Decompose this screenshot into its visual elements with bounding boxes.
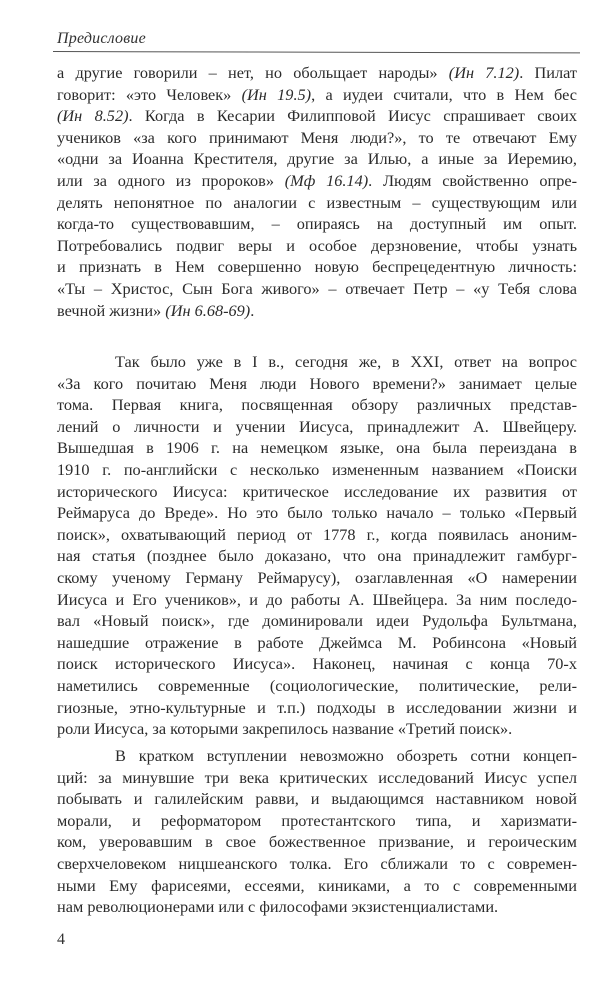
text-segment: нам революционерами или с философами экзистенциалистами. [57, 897, 499, 917]
text-line [57, 235, 577, 257]
text-segment: гиозные, этно-культурные и т.п.) подходы в исследовании жизни и [57, 697, 577, 717]
text-segment: когда-то существовавшим, – опираясь на доступный им опыт. [57, 214, 577, 234]
text-segment: «За кого почитаю Меня люди Нового времени?» занимает целые [57, 373, 577, 393]
text-line [57, 745, 577, 767]
text-segment: делять непонятное по аналогии с известным – существующим или [57, 192, 577, 212]
text-line [57, 105, 577, 127]
text-line [57, 459, 577, 481]
text-line [57, 62, 577, 84]
text-line [57, 589, 577, 611]
text-segment: «Ты – Христос, Сын Бога живого» – отвечает Петр – «у Тебя слова [57, 278, 577, 298]
text-line [57, 170, 577, 192]
text-segment: «одни за Иоанна Крестителя, другие за Илью, а иные за Иеремию, [57, 149, 577, 169]
text-segment: лений о личности и учении Иисуса, принадлежит А. Швейцеру. [57, 416, 577, 436]
paragraph-2 [57, 351, 577, 740]
text-segment: говорит: «это Человек» [57, 84, 242, 104]
text-segment: а другие говорили – нет, но обольщает народы» [57, 63, 449, 82]
text-line [57, 502, 577, 524]
text-segment: морали, и реформатором протестантского типа, и харизмати- [57, 810, 577, 830]
text-segment: побывать и галилейским равви, и выдающимся наставником новой [57, 789, 577, 809]
text-segment: роли Иисуса, за которыми закрепилось название «Третий поиск». [57, 719, 513, 739]
text-line [57, 875, 577, 897]
scripture-citation: (Мф 16.14) [284, 170, 369, 190]
text-line [57, 481, 577, 503]
text-line [57, 810, 577, 832]
text-line [57, 718, 577, 740]
text-line [57, 416, 577, 438]
text-line [57, 545, 577, 567]
text-segment: Реймаруса до Вреде». Но это было только начало – только «Первый [57, 503, 577, 523]
text-line [57, 213, 577, 235]
text-line [57, 567, 577, 589]
paragraph-1 [57, 62, 577, 321]
text-segment: учеников «за кого принимают Меня люди?», то те отвечают Ему [57, 127, 577, 147]
text-line [57, 697, 577, 719]
text-segment: сверхчеловеком ницшеанского толка. Его сближали то с современ- [57, 853, 577, 873]
text-segment: вал «Новый поиск», где доминировали идеи Рудольфа Бультмана, [57, 611, 577, 631]
text-line [57, 84, 577, 106]
text-segment: скому ученому Герману Реймарусу), озаглавленная «О намерении [57, 567, 577, 587]
text-line [57, 610, 577, 632]
scripture-citation: (Ин 6.68-69) [165, 300, 251, 320]
text-segment: Потребовались подвиг веры и особое дерзновение, чтобы узнать [57, 235, 577, 255]
text-segment: , а иудеи считали, что в Нем бес [311, 84, 577, 104]
text-line [57, 853, 577, 875]
text-line [57, 127, 577, 149]
paragraph-3 [57, 745, 577, 918]
text-segment: . Людям свойственно опре- [368, 170, 577, 190]
text-line [57, 300, 577, 322]
text-segment: поиск исторического Иисуса». Наконец, начиная с конца 70-х [57, 654, 577, 674]
text-segment: вечной жизни» [57, 300, 166, 320]
scripture-citation: (Ин 19.5) [241, 84, 312, 104]
text-segment: ная статья (позднее было доказано, что она принадлежит гамбург- [57, 546, 577, 566]
text-segment: поиск», охватывающий период от 1778 г., когда появилась аноним- [57, 524, 577, 544]
text-segment: наметились современные (социологические, политические, рели- [57, 675, 577, 695]
text-segment: . [250, 300, 255, 320]
text-segment: . Когда в Кесарии Филипповой Иисус спрашивает своих [128, 106, 577, 126]
text-segment: Так было уже в I в., сегодня же, в XXI, ответ на вопрос [115, 352, 577, 371]
text-segment: Вышедшая в 1906 г. на немецком языке, она была переиздана в [57, 438, 577, 458]
text-line [57, 653, 577, 675]
text-segment: . Пилат [519, 63, 578, 82]
text-segment: Иисуса и Его учеников», и до работы А. Швейцера. За ним последо- [57, 589, 577, 609]
text-line [57, 524, 577, 546]
scripture-citation: (Ин 7.12) [448, 63, 520, 82]
text-segment: В кратком вступлении невозможно обозреть сотни концеп- [115, 746, 577, 765]
text-segment: тома. Первая книга, посвященная обзору различных представ- [57, 395, 577, 415]
running-head: Предисловие [57, 30, 146, 47]
text-line [57, 351, 577, 373]
text-line [57, 437, 577, 459]
text-line [57, 192, 577, 214]
text-line [57, 373, 577, 395]
text-segment: ций: за минувшие три века критических исследований Иисус успел [57, 767, 577, 787]
text-segment: или за одного из пророков» [57, 170, 285, 190]
text-line [57, 394, 577, 416]
text-segment: 1910 г. по-английски с несколько измененным названием «Поиски [57, 459, 577, 479]
text-line [57, 148, 577, 170]
text-line [57, 896, 577, 918]
text-segment: ными Ему фарисеями, ессеями, киниками, а то с современными [57, 875, 577, 895]
text-line [57, 632, 577, 654]
text-line [57, 788, 577, 810]
text-line [57, 675, 577, 697]
page-number: 4 [57, 931, 65, 948]
scripture-citation: (Ин 8.52) [57, 106, 129, 126]
text-segment: ком, уверовавшим в свое божественное призвание, и героическим [57, 832, 577, 852]
text-line [57, 831, 577, 853]
header-rule [53, 51, 580, 53]
text-line [57, 278, 577, 300]
text-line [57, 767, 577, 789]
text-segment: исторического Иисуса: критическое исследование их развития от [57, 481, 577, 501]
text-segment: и признать в Нем совершенно новую беспрецедентную личность: [57, 257, 577, 277]
text-line [57, 256, 577, 278]
text-segment: нашедшие отражение в работе Джеймса М. Робинсона «Новый [57, 632, 577, 652]
